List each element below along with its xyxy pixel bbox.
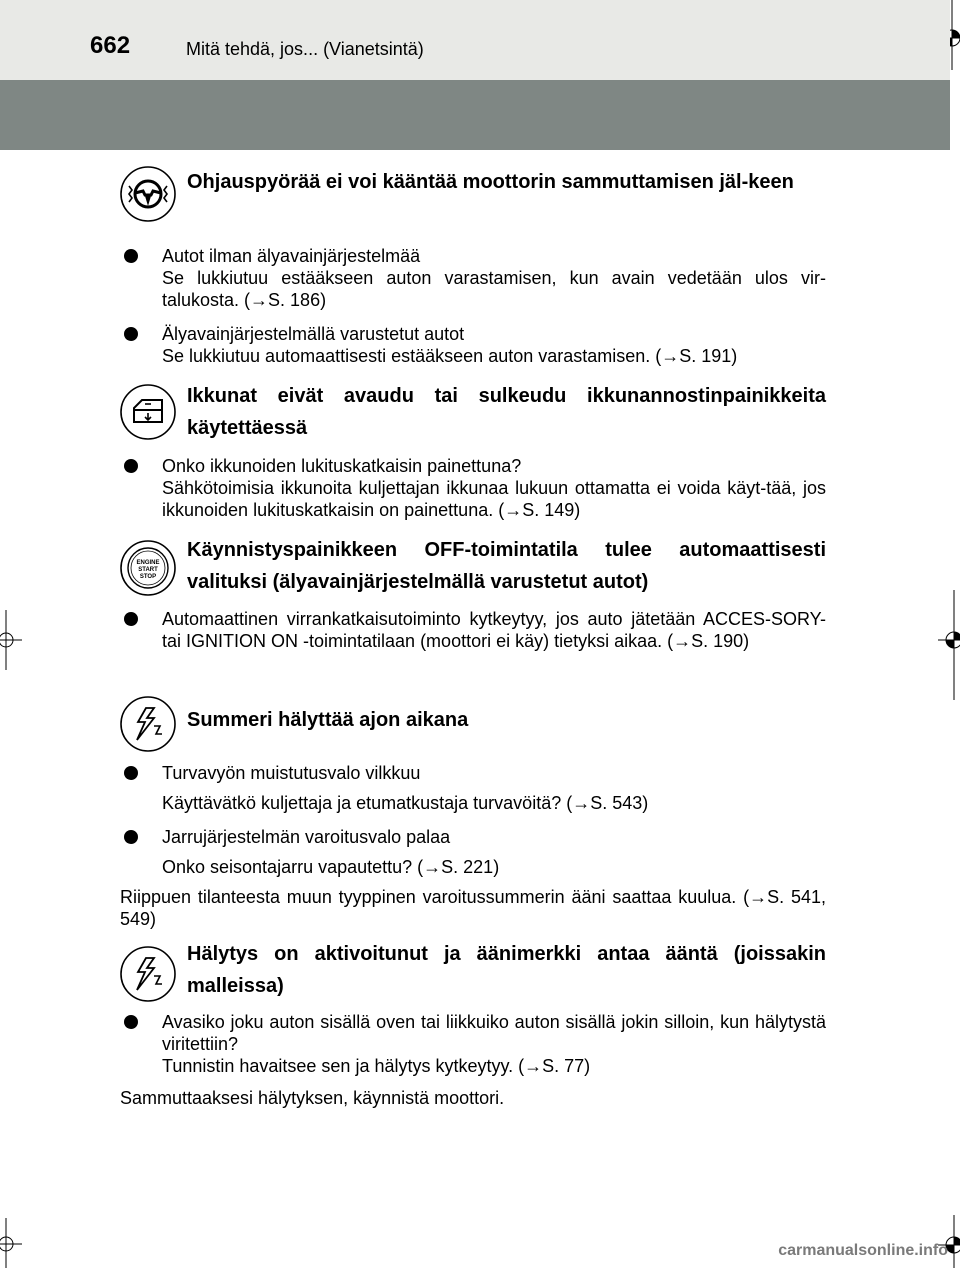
section-title: Hälytys on aktivoitunut ja äänimerkki antaa ääntä (joissakin malleissa): [187, 943, 826, 997]
item-body: Onko seisontajarru vapautettu? (→S. 221): [162, 857, 500, 877]
item-lead: Onko ikkunoiden lukituskatkaisin painettuna?: [162, 456, 522, 476]
section-buzzer: [120, 700, 826, 736]
section-engine-switch: [120, 534, 826, 598]
section-engine-switch-items: [120, 608, 826, 664]
crop-mark-bottom-left: [0, 1218, 30, 1268]
section-title: Ohjauspyörää ei voi kääntää moottorin sammuttamisen jäl-keen: [187, 171, 794, 193]
item-lead: Automaattinen virrankatkaisutoiminto kytkeytyy, jos auto jätetään ACCES-SORY- tai IGNITION ON -toimintatilaan (moottori ei käy) tietyksi aikaa. (→S. 190): [162, 609, 826, 651]
icon-text-engine: ENGINE: [136, 560, 160, 566]
section-title: Käynnistyspainikkeen OFF-toimintatila tulee automaattisesti valituksi (älyavainjärjestelmällä varustetut autot): [187, 539, 826, 593]
section-alarm: [120, 938, 826, 1002]
list-item: [120, 455, 826, 521]
section-steering-lock: [120, 166, 826, 198]
watermark: carmanualsonline.info: [778, 1242, 948, 1259]
section-title: Ikkunat eivät avaudu tai sulkeudu ikkunannostinpainikkeita käytettäessä: [187, 385, 826, 439]
window-lock-icon: [120, 384, 176, 440]
list-item: [120, 826, 826, 878]
list-item: [120, 608, 826, 652]
item-lead: Turvavyön muistutusvalo vilkkuu: [162, 763, 421, 783]
list-item: [120, 245, 826, 311]
item-body: Tunnistin havaitsee sen ja hälytys kytkeytyy. (→S. 77): [162, 1056, 591, 1076]
item-body: Käyttävätkö kuljettaja ja etumatkustaja turvavöitä? (→S. 543): [162, 793, 649, 813]
icon-text-start: START: [138, 567, 158, 573]
engine-start-stop-icon: [120, 540, 176, 596]
crop-mark-mid-right: [930, 590, 960, 700]
section-steering-lock-items: [120, 245, 826, 379]
header-top-band: [0, 0, 950, 80]
alarm-icon: [120, 946, 176, 1002]
list-item: [120, 323, 826, 367]
section-note: Riippuen tilanteesta muun tyyppinen varoitussummerin ääni saattaa kuulua. (→S. 541, 549): [120, 887, 826, 929]
item-body: Sähkötoimisia ikkunoita kuljettajan ikkunaa lukuun ottamatta ei voida käyt-tää, jos ikkunoiden lukituskatkaisin on painettuna. (→S. 149): [162, 478, 826, 520]
section-power-windows-items: [120, 455, 826, 533]
page-header: [0, 0, 950, 150]
buzzer-icon: [120, 696, 176, 752]
section-buzzer-items: [120, 762, 826, 930]
item-body: Se lukkiutuu automaattisesti estääkseen auton varastamisen. (→S. 191): [162, 346, 738, 366]
page-number: 662: [90, 32, 131, 59]
item-lead: Autot ilman älyavainjärjestelmää: [162, 246, 421, 266]
section-title: Summeri hälyttää ajon aikana: [187, 709, 469, 731]
item-lead: Älyavainjärjestelmällä varustetut autot: [162, 324, 465, 344]
page-title: Mitä tehdä, jos... (Vianetsintä): [186, 39, 424, 59]
section-power-windows: [120, 380, 826, 444]
icon-text-stop: STOP: [139, 574, 157, 580]
list-item: [120, 762, 826, 814]
header-gray-band: [0, 80, 950, 150]
item-lead: Avasiko joku auton sisällä oven tai liikkuiko auton sisällä jokin silloin, kun hälytystä viritettiin?: [162, 1012, 826, 1054]
item-body: Se lukkiutuu estääkseen auton varastamisen, kun avain vedetään ulos vir-talukosta. (→S. 186): [162, 268, 826, 310]
steering-lock-icon: [120, 166, 176, 222]
section-alarm-items: [120, 1011, 826, 1109]
crop-mark-mid-left: [0, 610, 30, 670]
item-lead: Jarrujärjestelmän varoitusvalo palaa: [162, 827, 451, 847]
section-note: Sammuttaaksesi hälytyksen, käynnistä moottori.: [120, 1088, 505, 1108]
list-item: [120, 1011, 826, 1077]
